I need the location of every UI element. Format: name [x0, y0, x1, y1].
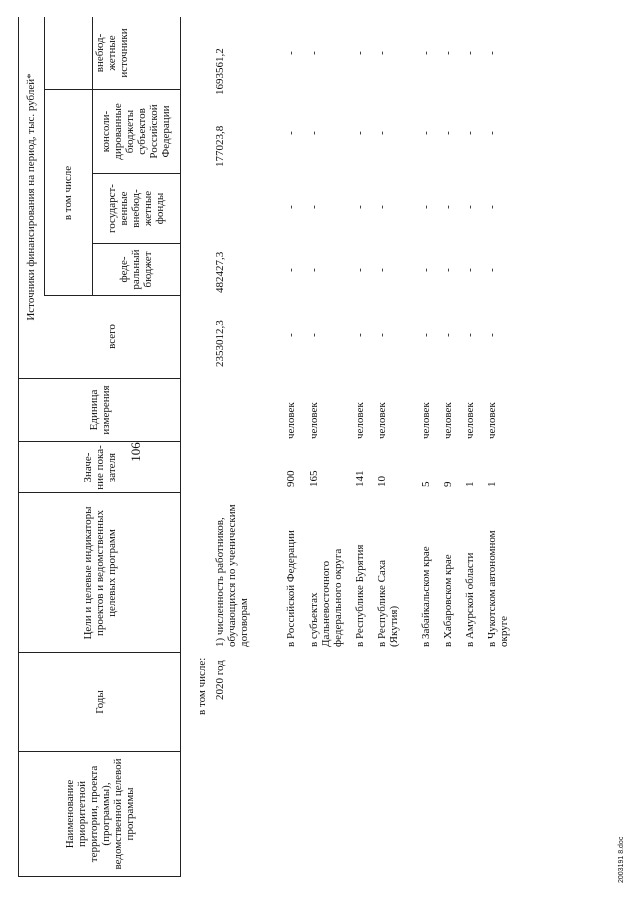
row-extrabudget: - [308, 51, 320, 55]
row-goal: в Амурской области [464, 552, 476, 647]
row-unit: человек [442, 402, 454, 439]
row-goal: в Республике Бурятия [354, 544, 366, 647]
row-value: 10 [376, 476, 388, 487]
row-unit: человек [464, 402, 476, 439]
row-regional: - [308, 131, 320, 135]
row-extrabudget: 1693561,2 [214, 48, 226, 95]
row-state-funds: - [354, 205, 366, 209]
row-extrabudget: - [376, 51, 388, 55]
row-total: - [376, 333, 388, 337]
header-value-col: Значе- ние пока- зателя [82, 445, 118, 490]
row-federal: - [442, 268, 454, 272]
row-value: 1 [486, 481, 498, 487]
row-federal: - [308, 268, 320, 272]
row-goal: в Хабаровском крае [442, 554, 454, 647]
row-total: - [464, 333, 476, 337]
header-years-col: Годы [94, 690, 106, 714]
year-label: 2020 год [214, 660, 226, 700]
row-state-funds: - [442, 205, 454, 209]
row-goal: в Республике Саха (Якутия) [376, 559, 400, 647]
row-unit: человек [420, 402, 432, 439]
row-federal: - [354, 268, 366, 272]
row-total: - [308, 333, 320, 337]
row-extrabudget: - [285, 51, 297, 55]
row-regional: - [285, 131, 297, 135]
row-unit: человек [285, 402, 297, 439]
row-extrabudget: - [442, 51, 454, 55]
row-regional: - [376, 131, 388, 135]
row-extrabudget: - [486, 51, 498, 55]
row-value: 5 [420, 481, 432, 487]
row-goal: в Чукотском автономном округе [486, 530, 510, 647]
header-regional-col: консоли- дированные бюджеты субъектов Российской Федерации [100, 103, 172, 160]
row-state-funds: - [285, 205, 297, 209]
row-value: 9 [442, 481, 454, 487]
header-name-col: Наименование приоритетной территории, проекта (программы), ведомственной целевой программы [64, 758, 136, 870]
row-total: - [442, 333, 454, 337]
header-funding-group: Источники финансирования на период, тыс. рублей* [25, 73, 37, 321]
row-value: 900 [285, 470, 297, 487]
row-extrabudget: - [420, 51, 432, 55]
row-unit: человек [308, 402, 320, 439]
row-goal: в субъектах Дальневосточного федерального округа [308, 548, 344, 647]
row-federal: - [420, 268, 432, 272]
row-federal: 482427,3 [214, 251, 226, 293]
row-federal: - [486, 268, 498, 272]
header-unit-col: Единица измерения [88, 385, 112, 435]
row-goal: в Российской Федерации [285, 530, 297, 647]
page-number: 106 [128, 442, 143, 462]
row-regional: - [420, 131, 432, 135]
row-value: 141 [354, 470, 366, 487]
footer-file-id: 2003191 8.doc [618, 836, 625, 883]
header-goals-col: Цели и целевые индикаторы проектов и ведомственных целевых программ [82, 506, 118, 640]
header-state-funds-col: государст- венные внебюд- жетные фонды [106, 184, 166, 233]
row-extrabudget: - [354, 51, 366, 55]
header-extrabudget-col: внебюд- жетные источники [94, 28, 130, 78]
row-federal: - [285, 268, 297, 272]
row-regional: - [486, 131, 498, 135]
row-extrabudget: - [464, 51, 476, 55]
row-state-funds: - [486, 205, 498, 209]
row-total: - [285, 333, 297, 337]
row-goal: 1) численность работников, обучающихся по ученическим договорам [214, 504, 250, 647]
row-state-funds: - [376, 205, 388, 209]
row-unit: человек [354, 402, 366, 439]
row-value: 1 [464, 481, 476, 487]
row-total: 2353012,3 [214, 320, 226, 367]
row-regional: - [442, 131, 454, 135]
row-goal: в Забайкальском крае [420, 546, 432, 647]
header-federal-col: феде- ральный бюджет [118, 249, 154, 290]
row-state-funds: - [420, 205, 432, 209]
header-including: в том числе [62, 165, 74, 221]
row-unit: человек [486, 402, 498, 439]
row-state-funds: - [308, 205, 320, 209]
row-value: 165 [308, 470, 320, 487]
header-total-col: всего [106, 324, 118, 349]
row-state-funds: - [464, 205, 476, 209]
including-label: в том числе: [196, 657, 208, 715]
row-total: - [486, 333, 498, 337]
row-regional: - [464, 131, 476, 135]
row-regional: 177023,8 [214, 125, 226, 167]
row-federal: - [464, 268, 476, 272]
row-total: - [420, 333, 432, 337]
row-federal: - [376, 268, 388, 272]
row-unit: человек [376, 402, 388, 439]
row-regional: - [354, 131, 366, 135]
row-total: - [354, 333, 366, 337]
